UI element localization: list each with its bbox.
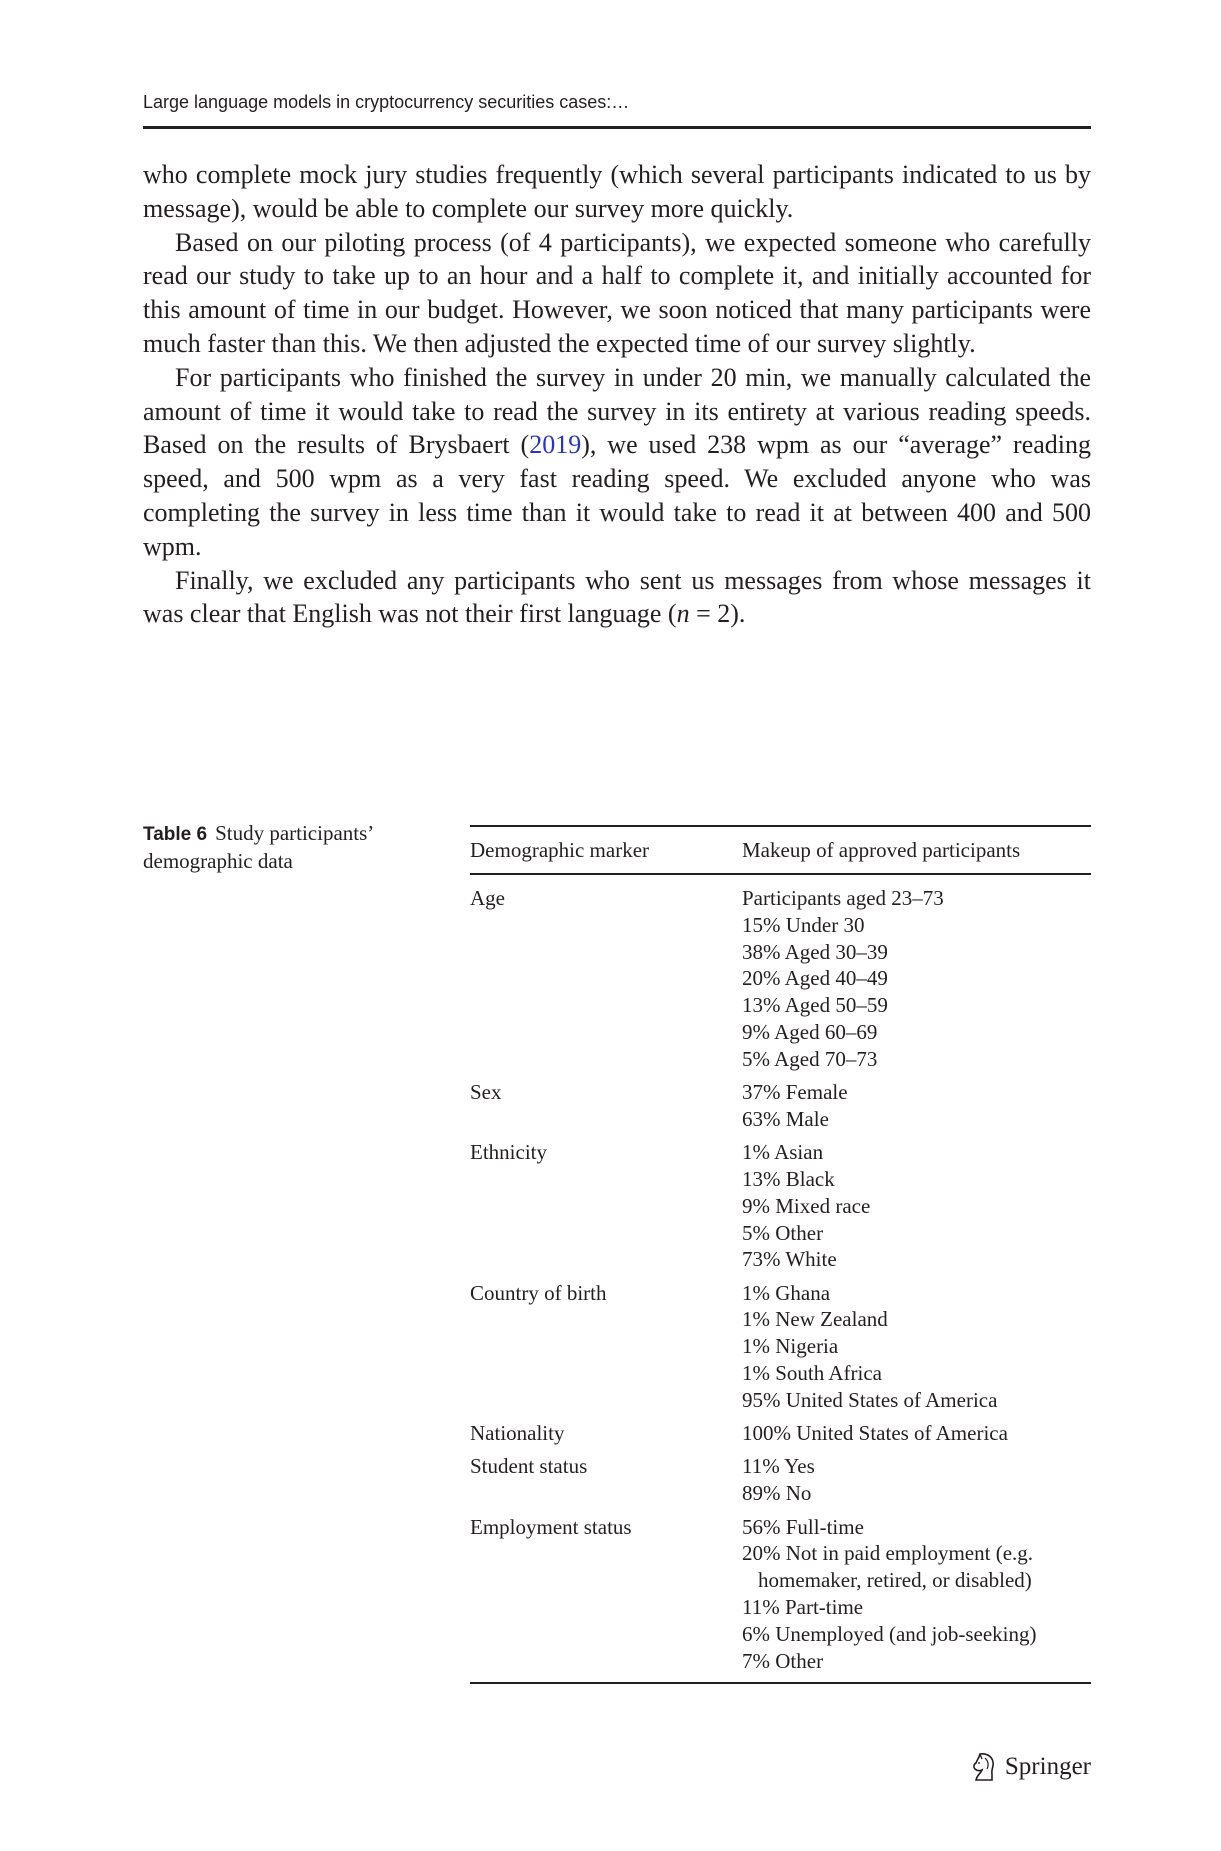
makeup-value: 9% Aged 60–69: [742, 1019, 878, 1044]
publisher-footer: [971, 1752, 1091, 1782]
table-row: [470, 885, 1091, 1073]
paragraph-4-text-a: Finally, we excluded any participants who sent us messages from whose messages it was clear that English was not their first language (: [143, 565, 1091, 629]
makeup-value: 73% White: [742, 1247, 837, 1272]
demographic-marker-cell: Sex: [470, 1080, 502, 1105]
makeup-value: 1% Nigeria: [742, 1334, 839, 1359]
table-row: [470, 1280, 1091, 1414]
paragraph-4: [143, 564, 1091, 632]
running-header: Large language models in cryptocurrency securities cases:…: [143, 92, 630, 112]
makeup-cell: [742, 885, 1091, 1073]
makeup-value: 1% South Africa: [742, 1361, 882, 1386]
makeup-value: 11% Part-time: [742, 1594, 864, 1619]
table-body: [470, 875, 1091, 1674]
makeup-value: 89% No: [742, 1481, 812, 1506]
table-header-row: [470, 827, 1091, 873]
demographic-marker-cell: Ethnicity: [470, 1140, 547, 1165]
makeup-value: 37% Female: [742, 1080, 848, 1105]
makeup-value: 56% Full-time: [742, 1514, 864, 1539]
paragraph-4-text-b: = 2).: [689, 599, 746, 629]
springer-horse-icon: [971, 1752, 997, 1782]
paragraph-1: who complete mock jury studies frequently (which several participants indicated to us by message), would be able to complete our survey more quickly.: [143, 160, 1091, 223]
paragraph-3-text-a: For participants who finished the survey in under 20 min, we manually calculated the amount of time it would take to read the survey in its entirety at various reading speeds. Based on the results of Brysbaert (: [143, 362, 1091, 460]
citation-link[interactable]: 2019: [529, 430, 582, 460]
makeup-cell: [742, 1280, 1091, 1414]
makeup-value: 6% Unemployed (and job-seeking): [742, 1621, 1037, 1646]
table-label: Table 6: [143, 824, 208, 845]
table-row: [470, 1514, 1091, 1675]
column-header-marker: Demographic marker: [470, 837, 650, 862]
makeup-cell: [742, 1514, 1091, 1675]
makeup-cell: [742, 1139, 1091, 1273]
table-caption: [143, 820, 433, 875]
makeup-value: Participants aged 23–73: [742, 886, 944, 910]
demographics-table: [470, 825, 1091, 1684]
paragraph-3-text-b: ), we used 238 wpm as our “average” reading speed, and 500 wpm as a very fast reading speed. We excluded anyone who was completing the survey in less time than it would take to read it at between 400 and 500 wpm.: [143, 430, 1091, 561]
makeup-value: 63% Male: [742, 1106, 829, 1131]
makeup-value: 15% Under 30: [742, 912, 865, 937]
demographic-marker-cell: Country of birth: [470, 1280, 607, 1305]
makeup-value: 9% Mixed race: [742, 1193, 871, 1218]
makeup-value: 1% New Zealand: [742, 1307, 888, 1332]
table-row: [470, 1139, 1091, 1273]
makeup-value: 11% Yes: [742, 1454, 815, 1479]
column-header-makeup: Makeup of approved participants: [742, 837, 1021, 862]
header-rule: [143, 126, 1091, 129]
table-caption-text: Study participants’ demographic data: [143, 821, 373, 873]
demographic-marker-cell: Student status: [470, 1454, 588, 1479]
makeup-cell: [742, 1420, 1091, 1447]
makeup-value: 13% Black: [742, 1166, 835, 1191]
table-bottom-rule: [470, 1682, 1091, 1684]
makeup-value: 13% Aged 50–59: [742, 993, 888, 1018]
demographic-marker-cell: Nationality: [470, 1421, 565, 1446]
body-text: [143, 158, 1091, 631]
table-row: [470, 1453, 1091, 1507]
makeup-value: 20% Aged 40–49: [742, 966, 888, 991]
demographic-marker-cell: Employment status: [470, 1514, 632, 1539]
makeup-cell: [742, 1079, 1091, 1133]
makeup-value: 95% United States of America: [742, 1387, 998, 1412]
makeup-value: 5% Aged 70–73: [742, 1046, 878, 1071]
makeup-value: 1% Asian: [742, 1140, 824, 1165]
makeup-value: 5% Other: [742, 1220, 824, 1245]
makeup-value: 38% Aged 30–39: [742, 939, 888, 964]
makeup-value: 7% Other: [742, 1648, 824, 1673]
makeup-value: 100% United States of America: [742, 1421, 1008, 1446]
table-row: [470, 1079, 1091, 1133]
makeup-cell: [742, 1453, 1091, 1507]
makeup-value: 1% Ghana: [742, 1280, 831, 1305]
sample-size-variable: n: [676, 599, 690, 629]
paragraph-2: Based on our piloting process (of 4 participants), we expected someone who carefully read our study to take up to an hour and a half to complete it, and initially accounted for this amount of time in our budget. However, we soon noticed that many participants were much faster than this. We then adjusted the expected time of our survey slightly.: [143, 227, 1091, 358]
paragraph-3: [143, 361, 1091, 564]
makeup-value: homemaker, retired, or disabled): [758, 1568, 1032, 1593]
publisher-name: Springer: [1004, 1753, 1091, 1780]
demographic-marker-cell: Age: [470, 886, 505, 910]
table-row: [470, 1420, 1091, 1447]
makeup-value: 20% Not in paid employment (e.g.: [742, 1541, 1034, 1566]
